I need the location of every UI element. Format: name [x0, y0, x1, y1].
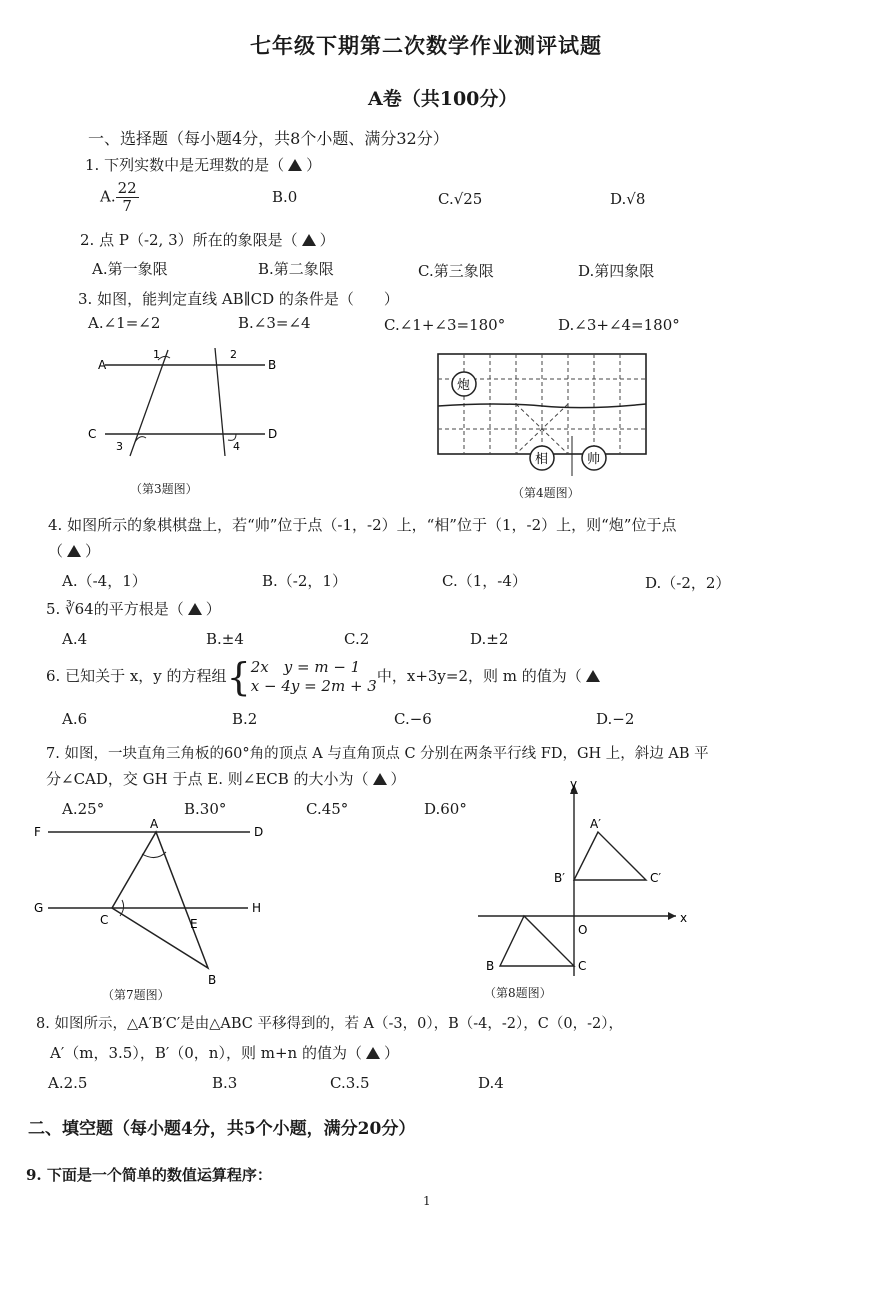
q4-option-c: C.（1，-4）	[442, 572, 527, 590]
figure-7	[30, 818, 270, 986]
triangle-icon	[188, 603, 202, 615]
question-3: 3. 如图，能判定直线 AB∥CD 的条件是（ ）	[78, 290, 399, 308]
q6-stem: 6. 已知关于 x，y 的方程组	[46, 667, 227, 685]
fig8-label-o: O	[578, 923, 588, 937]
q4-open: （	[48, 542, 64, 560]
q3-option-b: B.∠3=∠4	[238, 314, 311, 332]
q5-option-c: C.2	[344, 630, 370, 648]
figure-4-caption: （第4题图）	[512, 486, 580, 500]
fig3-label-c: C	[88, 427, 97, 441]
question-2	[80, 229, 335, 250]
q8-option-a: A.2.5	[48, 1074, 88, 1092]
q4-end: ）	[85, 542, 101, 560]
q5-stem: 5. ∛64的平方根是（	[46, 600, 184, 618]
figure-8	[470, 776, 700, 982]
fig3-label-d: D	[268, 427, 278, 441]
section-1-heading: 一、选择题（每小题4分，共8个小题、满分32分）	[88, 129, 449, 148]
q7-stem: 分∠CAD，交 GH 于点 E. 则∠ECB 的大小为（	[46, 770, 369, 788]
q6-option-c: C.−6	[394, 710, 432, 728]
q1-option-c: C.√25	[438, 190, 483, 208]
fig7-label-c: C	[100, 913, 109, 927]
q1-end: ）	[306, 156, 322, 174]
triangle-icon	[586, 670, 600, 682]
q1-option-b: B.0	[272, 188, 298, 206]
question-7: 7. 如图，一块直角三角板的60°角的顶点 A 与直角顶点 C 分别在两条平行线 FD，GH 上，斜边 AB 平	[46, 746, 709, 762]
chess-piece-shuai: 帅	[587, 452, 601, 467]
brace-symbol: {	[226, 655, 251, 699]
fig8-label-b: B	[486, 959, 495, 973]
fig7-label-e: E	[190, 917, 198, 931]
question-8: 8. 如图所示，△A′B′C′是由△ABC 平移得到的，若 A（-3，0），B（-4，-2），C（0，-2），	[36, 1016, 623, 1032]
figure-3	[80, 338, 300, 478]
q4-option-a: A.（-4，1）	[62, 572, 147, 590]
q7-option-d: D.60°	[424, 800, 467, 818]
q7-option-c: C.45°	[306, 800, 349, 818]
chess-piece-xiang: 相	[535, 452, 549, 467]
denominator: 7	[122, 197, 132, 215]
fig8-label-a-prime: A′	[590, 817, 601, 831]
q5-end: ）	[205, 600, 221, 618]
fig3-angle-1: 1	[153, 348, 160, 361]
fig3-angle-2: 2	[230, 348, 237, 361]
question-1	[85, 154, 321, 175]
exam-title: 七年级下期第二次数学作业测评试题	[250, 33, 602, 58]
q8-option-d: D.4	[478, 1074, 504, 1092]
q6-option-d: D.−2	[596, 710, 635, 728]
question-4: 4. 如图所示的象棋棋盘上，若“帅”位于点（-1，-2）上，“相”位于（1，-2）上，则“炮”位于点	[48, 516, 677, 534]
q2-option-d: D.第四象限	[578, 262, 655, 280]
fig3-angle-3: 3	[116, 440, 123, 453]
q8-option-c: C.3.5	[330, 1074, 370, 1092]
q1-stem: 1. 下列实数中是无理数的是（	[85, 156, 285, 174]
question-8-line2	[50, 1042, 399, 1063]
fraction	[116, 180, 139, 215]
equation-system	[251, 658, 377, 696]
q4-option-b: B.（-2，1）	[262, 572, 347, 590]
q2-option-b: B.第二象限	[258, 260, 334, 278]
section-2-heading: 二、填空题（每小题4分，共5个小题，满分20分）	[28, 1119, 416, 1139]
q3-option-d: D.∠3+∠4=180°	[558, 316, 680, 334]
page-number: 1	[423, 1194, 431, 1208]
question-9: 9. 下面是一个简单的数值运算程序：	[26, 1166, 272, 1184]
fig8-label-c: C	[578, 959, 587, 973]
fig8-label-b-prime: B′	[554, 871, 565, 885]
fig7-label-g: G	[34, 901, 44, 915]
q4-option-d: D.（-2，2）	[645, 574, 731, 592]
figure-3-caption: （第3题图）	[130, 482, 198, 496]
q1-a-prefix: A.	[100, 187, 116, 206]
q1-option-a	[100, 180, 139, 215]
fig7-label-b: B	[208, 973, 217, 986]
fig7-label-d: D	[254, 825, 264, 839]
q3-option-a: A.∠1=∠2	[88, 314, 161, 332]
q3-option-c: C.∠1+∠3=180°	[384, 316, 506, 334]
q8-stem: A′（m，3.5），B′（0，n），则 m+n 的值为（	[50, 1044, 362, 1062]
triangle-icon	[67, 545, 81, 557]
fig7-label-f: F	[34, 825, 41, 839]
fig3-angle-4: 4	[233, 440, 240, 453]
q7-option-a: A.25°	[62, 800, 105, 818]
q8-end: ）	[383, 1044, 399, 1062]
fig8-label-c-prime: C′	[650, 871, 662, 885]
q7-end: ）	[390, 770, 406, 788]
triangle-icon	[302, 234, 316, 246]
question-6	[46, 654, 604, 698]
q6-option-b: B.2	[232, 710, 258, 728]
fig8-x-axis-label: x	[680, 911, 688, 925]
q5-option-b: B.±4	[206, 630, 244, 648]
figure-7-caption: （第7题图）	[102, 988, 170, 1002]
q8-option-b: B.3	[212, 1074, 238, 1092]
question-4-line2	[48, 540, 100, 561]
triangle-icon	[366, 1047, 380, 1059]
q2-option-c: C.第三象限	[418, 262, 494, 280]
fig7-label-a: A	[150, 818, 159, 831]
fig7-label-h: H	[252, 901, 262, 915]
equation-2: x − 4y = 2m + 3	[250, 677, 377, 695]
q2-option-a: A.第一象限	[92, 260, 168, 278]
fig3-label-b: B	[268, 358, 277, 372]
q7-option-b: B.30°	[184, 800, 227, 818]
exam-subtitle: A卷（共100分）	[368, 88, 518, 110]
triangle-icon	[288, 159, 302, 171]
numerator: 22	[117, 179, 137, 197]
q5-option-a: A.4	[62, 630, 88, 648]
q2-stem: 2. 点 P（-2, 3）所在的象限是（	[80, 231, 298, 249]
q2-end: ）	[319, 231, 335, 249]
q1-option-d: D.√8	[610, 190, 646, 208]
figure-8-caption: （第8题图）	[484, 986, 552, 1000]
triangle-icon	[373, 773, 387, 785]
fig3-label-a: A	[98, 358, 107, 372]
figure-4	[436, 352, 648, 480]
q5-option-d: D.±2	[470, 630, 509, 648]
q6-tail: 中，x+3y=2，则 m 的值为（	[376, 667, 582, 685]
q6-option-a: A.6	[62, 710, 88, 728]
question-5	[46, 598, 221, 619]
fig8-y-axis-label: y	[570, 777, 578, 791]
equation-1: 2x y = m − 1	[250, 658, 361, 676]
chess-piece-pao: 炮	[457, 378, 471, 393]
question-7-line2	[46, 768, 406, 789]
